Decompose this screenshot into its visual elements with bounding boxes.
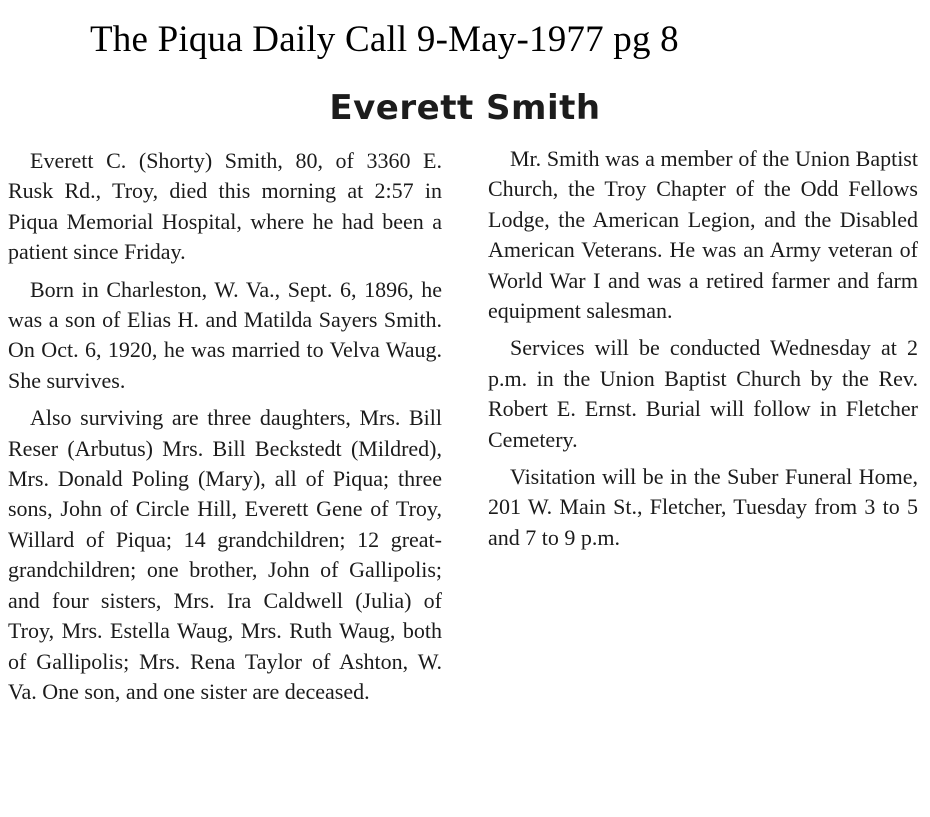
paragraph-visitation: Visitation will be in the Suber Funeral Home, 201 W. Main St., Fletcher, Tuesday from 3 to 5 and 7 to 9 p.m. <box>488 464 918 550</box>
source-citation: The Piqua Daily Call 9-May-1977 pg 8 <box>90 19 679 60</box>
headline-text: Everett Smith <box>329 88 601 128</box>
paragraph-birth-marriage: Born in Charleston, W. Va., Sept. 6, 1896, he was a son of Elias H. and Matilda Sayers Smith. On Oct. 6, 1920, he was married to Velva Waug. She survives. <box>8 276 442 393</box>
paragraph-memberships: Mr. Smith was a member of the Union Baptist Church, the Troy Chapter of the Odd Fellows Lodge, the American Legion, and the Disabled American Veterans. He was an Army veteran of World War I and was a retired farmer and farm equipment salesman. <box>488 146 918 324</box>
obituary-headline <box>0 88 930 128</box>
article-column-right <box>488 144 918 553</box>
paragraph-services: Services will be conducted Wednesday at 2 p.m. in the Union Baptist Church by the Rev. Robert E. Ernst. Burial will follow in Fletcher Cemetery. <box>488 335 918 452</box>
paragraph-survivors: Also surviving are three daughters, Mrs. Bill Reser (Arbutus) Mrs. Bill Beckstedt (Mildred), Mrs. Donald Poling (Mary), all of Piqua; three sons, John of Circle Hill, Everett Gene of Troy, Willard of Piqua; 14 grandchildren; 12 great-grandchildren; one brother, John of Gallipolis; and four sisters, Mrs. Ira Caldwell (Julia) of Troy, Mrs. Estella Waug, Mrs. Ruth Waug, both of Gallipolis; Mrs. Rena Taylor of Ashton, W. Va. One son, and one sister are deceased. <box>8 405 442 704</box>
article-column-left <box>8 146 442 707</box>
paragraph-death-notice: Everett C. (Shorty) Smith, 80, of 3360 E. Rusk Rd., Troy, died this morning at 2:57 in Piqua Memorial Hospital, where he had been a patient since Friday. <box>8 148 442 265</box>
